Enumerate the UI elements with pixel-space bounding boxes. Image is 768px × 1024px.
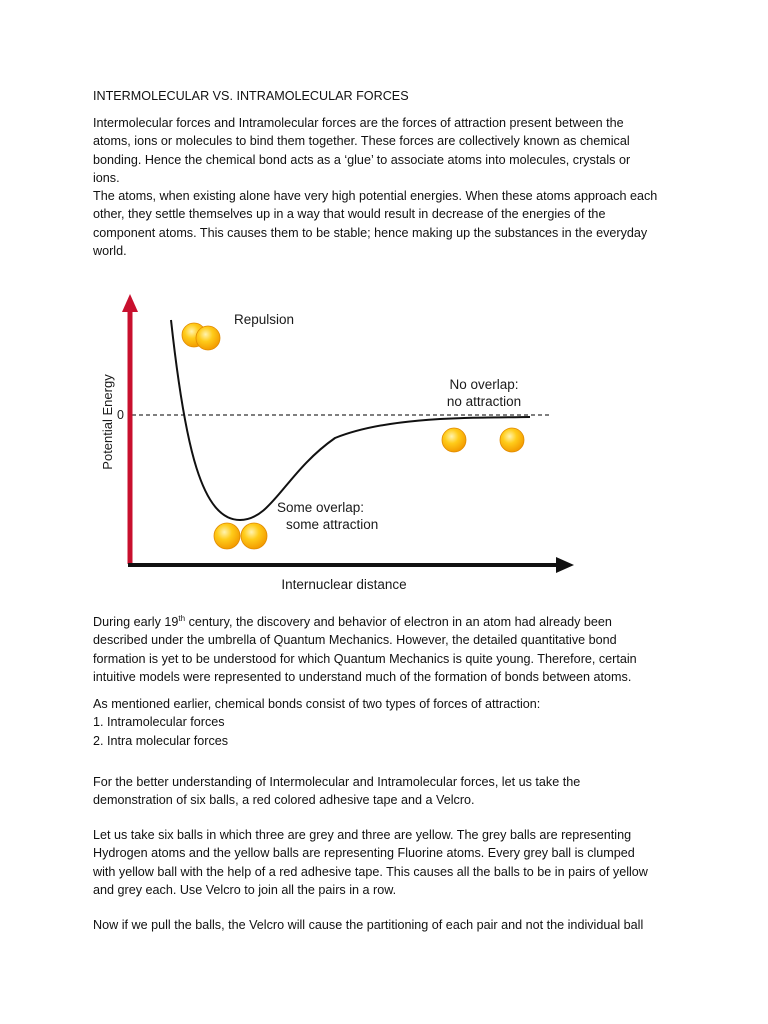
separated-atom-pair bbox=[442, 428, 524, 452]
text-line: with yellow ball with the help of a red adhesive tape. This causes all the balls to be in pairs of yellow bbox=[93, 864, 648, 879]
text-line: Hydrogen atoms and the yellow balls are representing Fluorine atoms. Every grey ball is clumped bbox=[93, 846, 635, 861]
text-line: demonstration of six balls, a red colored adhesive tape and a Velcro. bbox=[93, 793, 475, 808]
atom-ball bbox=[214, 523, 240, 549]
text-line bbox=[93, 613, 693, 631]
text-segment: century, the discovery and behavior of electron in an atom had already been bbox=[185, 615, 612, 629]
history-paragraph bbox=[93, 613, 693, 686]
bonded-atom-pair bbox=[214, 523, 267, 549]
y-axis-label: Potential Energy bbox=[100, 374, 115, 470]
bond-types-paragraph bbox=[93, 695, 693, 750]
text-line: intuitive models were represented to understand much of the formation of bonds between atoms. bbox=[93, 669, 632, 684]
atom-ball bbox=[196, 326, 220, 350]
text-segment: During early 19 bbox=[93, 615, 179, 629]
intro-paragraph bbox=[93, 114, 693, 260]
text-line: The atoms, when existing alone have very high potential energies. When these atoms approach each bbox=[93, 189, 658, 204]
text-line: formation is yet to be understood for which Quantum Mechanics is quite young. Therefore, certain bbox=[93, 651, 637, 666]
text-line: ions. bbox=[93, 170, 120, 185]
atom-ball bbox=[241, 523, 267, 549]
text-line: Let us take six balls in which three are grey and three are yellow. The grey balls are representing bbox=[93, 828, 632, 842]
x-axis-arrowhead bbox=[556, 557, 574, 573]
text-line: described under the umbrella of Quantum Mechanics. However, the detailed quantitative bond bbox=[93, 633, 617, 648]
no-overlap-label-line1: No overlap: bbox=[449, 377, 519, 392]
text-line: atoms, ions or molecules to bind them together. These forces are collectively known as chemical bbox=[93, 134, 630, 149]
list-item: 2. Intra molecular forces bbox=[93, 733, 229, 748]
superscript-text: th bbox=[178, 614, 186, 623]
x-axis-label: Internuclear distance bbox=[281, 577, 407, 592]
text-line: world. bbox=[93, 244, 127, 259]
text-line: bonding. Hence the chemical bond acts as a ‘glue’ to associate atoms into molecules, crystals or bbox=[93, 152, 631, 167]
y-axis-arrowhead bbox=[122, 294, 138, 312]
some-overlap-label-line1: Some overlap: bbox=[277, 500, 365, 515]
zero-tick-label: 0 bbox=[117, 408, 124, 422]
text-line: other, they settle themselves up in a way that would result in decrease of the energies of the bbox=[93, 207, 606, 222]
pull-paragraph bbox=[93, 916, 693, 934]
text-line: component atoms. This causes them to be stable; hence making up the substances in the everyday bbox=[93, 225, 648, 240]
atom-ball bbox=[442, 428, 466, 452]
potential-energy-curve bbox=[171, 320, 530, 520]
atom-ball bbox=[500, 428, 524, 452]
demonstration-paragraph bbox=[93, 773, 693, 810]
text-line: For the better understanding of Intermolecular and Intramolecular forces, let us take the bbox=[93, 775, 581, 789]
potential-energy-diagram bbox=[90, 288, 590, 598]
text-line: and grey each. Use Velcro to join all the pairs in a row. bbox=[93, 882, 397, 897]
balls-paragraph bbox=[93, 826, 693, 899]
text-line: As mentioned earlier, chemical bonds consist of two types of forces of attraction: bbox=[93, 697, 541, 711]
potential-energy-figure bbox=[90, 288, 590, 598]
document-title bbox=[93, 87, 693, 105]
no-overlap-label-line2: no attraction bbox=[446, 394, 522, 409]
text-line: Now if we pull the balls, the Velcro will cause the partitioning of each pair and not the individual ball bbox=[93, 918, 644, 932]
repulsion-atom-pair bbox=[182, 323, 220, 350]
list-item: 1. Intramolecular forces bbox=[93, 715, 225, 730]
title-text: INTERMOLECULAR VS. INTRAMOLECULAR FORCES bbox=[93, 89, 409, 103]
some-overlap-label-line2: some attraction bbox=[286, 517, 379, 532]
text-line: Intermolecular forces and Intramolecular forces are the forces of attraction present between the bbox=[93, 116, 624, 130]
repulsion-label: Repulsion bbox=[234, 312, 295, 327]
